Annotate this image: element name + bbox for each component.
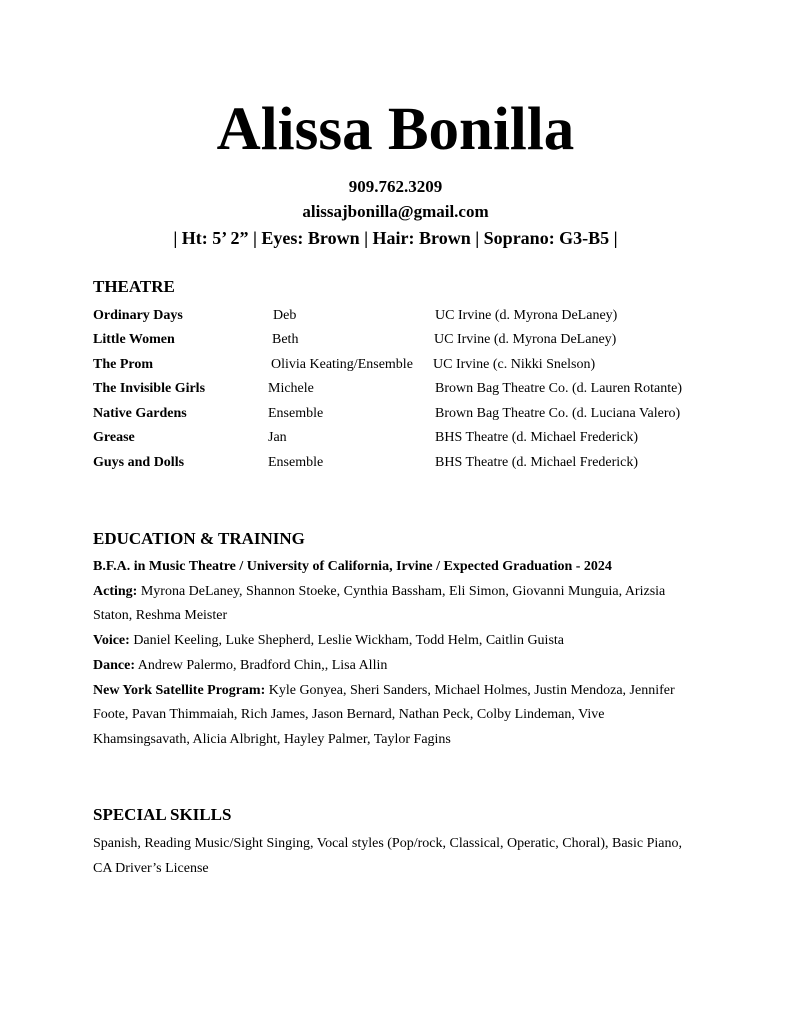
role: Beth xyxy=(272,332,299,347)
voice-label: Voice: xyxy=(93,633,130,649)
show-title: Guys and Dolls xyxy=(93,455,185,470)
credit-row xyxy=(93,379,733,399)
dance-label: Dance: xyxy=(93,657,135,673)
show-title: Grease xyxy=(93,430,135,445)
acting-label: Acting: xyxy=(93,583,138,599)
applicant-name: Alissa Bonilla xyxy=(216,96,575,163)
venue: Brown Bag Theatre Co. (d. Lauren Rotante) xyxy=(435,381,683,396)
credit-row xyxy=(93,330,733,350)
credit-row xyxy=(93,453,733,473)
venue: BHS Theatre (d. Michael Frederick) xyxy=(435,455,639,470)
dance-training xyxy=(93,654,703,679)
voice-training xyxy=(93,629,703,654)
physical-stats: | Ht: 5’ 2” | Eyes: Brown | Hair: Brown | Soprano: G3-B5 | xyxy=(173,228,618,248)
credit-row xyxy=(93,355,733,375)
venue: UC Irvine (d. Myrona DeLaney) xyxy=(434,332,617,347)
show-title: The Prom xyxy=(93,357,154,372)
show-title: Native Gardens xyxy=(93,406,187,421)
venue: Brown Bag Theatre Co. (d. Luciana Valero) xyxy=(435,406,681,421)
degree-line: B.F.A. in Music Theatre / University of California, Irvine / Expected Graduation - 2024 xyxy=(93,559,612,574)
venue: UC Irvine (c. Nikki Snelson) xyxy=(433,357,596,372)
credit-row xyxy=(93,428,733,448)
role: Jan xyxy=(268,430,287,445)
role: Ensemble xyxy=(268,455,324,470)
nysp-teachers: Kyle Gonyea, Sheri Sanders, Michael Holmes, Justin Mendoza, Jennifer Foote, Pavan Thimmaiah, Rich James, Jason Bernard, Nathan Peck, Colby Lindeman, Vive Khamsingsavath, Alicia Albright, Hayley Palmer, Taylor Fagins xyxy=(93,682,675,747)
skills-text: Spanish, Reading Music/Sight Singing, Vocal styles (Pop/rock, Classical, Operatic, Choral), Basic Piano, CA Driver’s License xyxy=(93,836,682,876)
show-title: Little Women xyxy=(93,332,175,347)
venue: BHS Theatre (d. Michael Frederick) xyxy=(435,430,639,445)
skills-list xyxy=(93,832,703,881)
role: Olivia Keating/Ensemble xyxy=(271,357,413,372)
role: Deb xyxy=(273,308,297,323)
credit-row xyxy=(93,306,733,326)
education-details xyxy=(93,555,703,753)
show-title: The Invisible Girls xyxy=(93,381,206,396)
role: Michele xyxy=(268,381,314,396)
voice-teachers: Daniel Keeling, Luke Shepherd, Leslie Wickham, Todd Helm, Caitlin Guista xyxy=(129,633,564,649)
nysp-label: New York Satellite Program: xyxy=(93,682,266,698)
nysp-training xyxy=(93,679,703,753)
skills-heading: SPECIAL SKILLS xyxy=(93,805,232,824)
acting-training xyxy=(93,580,703,629)
education-heading: EDUCATION & TRAINING xyxy=(93,529,305,548)
credit-row xyxy=(93,404,733,424)
venue: UC Irvine (d. Myrona DeLaney) xyxy=(435,308,618,323)
acting-teachers: Myrona DeLaney, Shannon Stoeke, Cynthia Bassham, Eli Simon, Giovanni Munguia, Arizsia Staton, Reshma Meister xyxy=(93,583,666,624)
theatre-heading: THEATRE xyxy=(93,277,175,296)
email-address: alissajbonilla@gmail.com xyxy=(302,202,489,221)
phone-number: 909.762.3209 xyxy=(348,177,443,196)
show-title: Ordinary Days xyxy=(93,308,183,323)
dance-teachers: Andrew Palermo, Bradford Chin,, Lisa Allin xyxy=(135,657,388,673)
role: Ensemble xyxy=(268,406,324,421)
